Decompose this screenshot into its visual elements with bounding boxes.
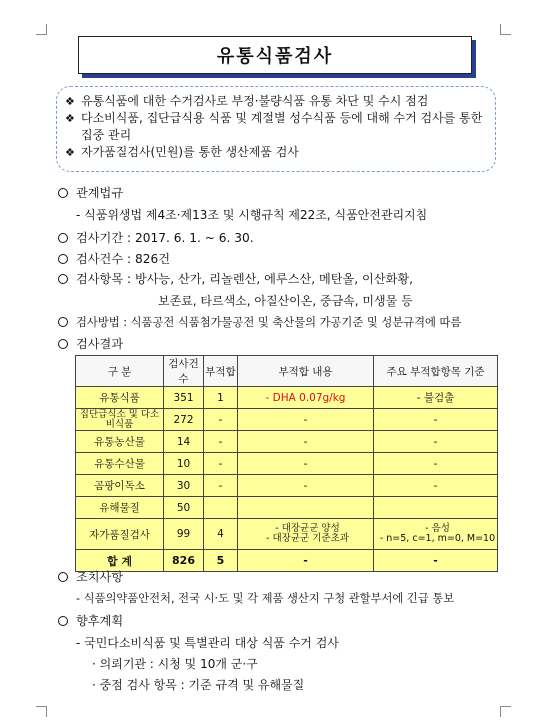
plan-line: · 중점 검사 항목 : 기준 규격 및 유해물질: [92, 678, 305, 692]
plan-line: · 의뢰기관 : 시청 및 10개 군·구: [92, 657, 258, 671]
document-title: 유통식품검사: [78, 36, 472, 74]
summary-item: [65, 110, 487, 144]
table-row: [76, 387, 498, 409]
summary-item: [65, 144, 487, 161]
circle-bullet-icon: [58, 254, 68, 264]
result-heading: 검사결과: [76, 337, 124, 351]
row-content: [238, 519, 374, 550]
items-text: 검사항목 : 방사능, 산가, 리놀렌산, 에루스산, 메탄올, 이산화황,: [76, 272, 414, 286]
summary-item: [65, 93, 487, 110]
items-text-cont: 보존료, 타르색소, 아질산이온, 중금속, 미생물 등: [158, 294, 413, 308]
table-row: [76, 497, 498, 519]
row-content-line: - 대장균군 기준초과: [266, 533, 349, 544]
law-heading: 관계법규: [76, 186, 124, 200]
circle-bullet-icon: [58, 317, 68, 327]
total-fail: 5: [204, 550, 238, 572]
result-heading-line: [58, 335, 123, 352]
total-standard: -: [374, 550, 498, 572]
count-line: [58, 250, 170, 267]
page-corner-mark: [500, 24, 511, 35]
items-line: [58, 270, 413, 287]
row-standard: - 불검출: [374, 387, 498, 409]
plan-heading: 향후계획: [76, 614, 124, 628]
row-category: 집단급식소 및 다소비식품: [76, 409, 164, 431]
row-standard: -: [374, 409, 498, 431]
row-category: 유해물질: [76, 497, 164, 519]
total-category: 합 계: [76, 550, 164, 572]
row-count: 14: [164, 431, 204, 453]
row-fail: 1: [204, 387, 238, 409]
row-fail: -: [204, 431, 238, 453]
circle-bullet-icon: [58, 339, 68, 349]
page-corner-mark: [500, 706, 511, 717]
total-content: -: [238, 550, 374, 572]
circle-bullet-icon: [58, 188, 68, 198]
count-text: 검사건수 : 826건: [76, 252, 170, 266]
period-line: [58, 229, 254, 246]
table-total-row: [76, 550, 498, 572]
page-corner-mark: [36, 24, 47, 35]
result-table: [75, 355, 498, 572]
law-body: - 식품위생법 제4조·제13조 및 시행규칙 제22조, 식품안전관리지침: [76, 208, 428, 222]
summary-text: 다소비식품, 집단급식용 식품 및 계절별 성수식품 등에 대해 수거 검사를 통한 집중 관리: [81, 111, 483, 142]
table-row: [76, 475, 498, 497]
total-count: 826: [164, 550, 204, 572]
action-heading-line: [58, 568, 123, 585]
row-count: 272: [164, 409, 204, 431]
table-row: [76, 431, 498, 453]
row-content: -: [238, 475, 374, 497]
header-count: 검사건수: [164, 356, 204, 387]
table-header-row: [76, 356, 498, 387]
row-content: [238, 497, 374, 519]
row-standard-line: - n=5, c=1, m=0, M=10: [379, 533, 496, 544]
diamond-bullet-icon: ❖: [65, 95, 75, 108]
row-category: 곰팡이독소: [76, 475, 164, 497]
page-corner-mark: [36, 706, 47, 717]
row-content: - DHA 0.07g/kg: [238, 387, 374, 409]
circle-bullet-icon: [58, 233, 68, 243]
header-category: 구 분: [76, 356, 164, 387]
row-category: 유통농산물: [76, 431, 164, 453]
row-count: 50: [164, 497, 204, 519]
table-row: [76, 453, 498, 475]
summary-text: 유통식품에 대한 수거검사로 부정·불량식품 유통 차단 및 수시 점검: [81, 94, 429, 108]
plan-heading-line: [58, 612, 123, 629]
row-standard: -: [374, 475, 498, 497]
summary-box: [56, 86, 496, 172]
circle-bullet-icon: [58, 616, 68, 626]
header-fail: 부적합: [204, 356, 238, 387]
row-fail: -: [204, 453, 238, 475]
law-heading-line: [58, 184, 123, 201]
row-count: 10: [164, 453, 204, 475]
method-text: 검사방법 : 식품공전 식품첨가물공전 및 축산물의 가공기준 및 성분규격에 따름: [76, 316, 462, 329]
row-content: -: [238, 431, 374, 453]
row-category: 유통식품: [76, 387, 164, 409]
row-standard: -: [374, 453, 498, 475]
circle-bullet-icon: [58, 274, 68, 284]
period-text: 검사기간 : 2017. 6. 1. ~ 6. 30.: [76, 231, 254, 245]
row-count: 99: [164, 519, 204, 550]
row-count: 351: [164, 387, 204, 409]
diamond-bullet-icon: ❖: [65, 146, 75, 159]
row-fail: -: [204, 409, 238, 431]
row-fail: 4: [204, 519, 238, 550]
table-row: [76, 519, 498, 550]
method-line: [58, 314, 461, 330]
row-fail: [204, 497, 238, 519]
header-content: 부적합 내용: [238, 356, 374, 387]
row-category: 유통수산물: [76, 453, 164, 475]
row-standard-line: - 음성: [425, 523, 450, 534]
row-content: -: [238, 453, 374, 475]
row-standard: [374, 497, 498, 519]
action-body: - 식품의약품안전처, 전국 시·도 및 각 제품 생산지 구청 관할부서에 긴급 통보: [76, 592, 455, 605]
circle-bullet-icon: [58, 572, 68, 582]
row-content: -: [238, 409, 374, 431]
row-category: 자가품질검사: [76, 519, 164, 550]
diamond-bullet-icon: ❖: [65, 112, 75, 125]
row-content-line: - 대장균군 양성: [275, 523, 340, 534]
row-count: 30: [164, 475, 204, 497]
row-fail: -: [204, 475, 238, 497]
row-standard: -: [374, 431, 498, 453]
table-row: [76, 409, 498, 431]
plan-line: - 국민다소비식품 및 특별관리 대상 식품 수거 검사: [76, 636, 339, 650]
row-standard: [374, 519, 498, 550]
header-standard: 주요 부적합항목 기준: [374, 356, 498, 387]
summary-text: 자가품질검사(민원)를 통한 생산제품 검사: [81, 145, 299, 159]
action-heading: 조치사항: [76, 570, 124, 584]
